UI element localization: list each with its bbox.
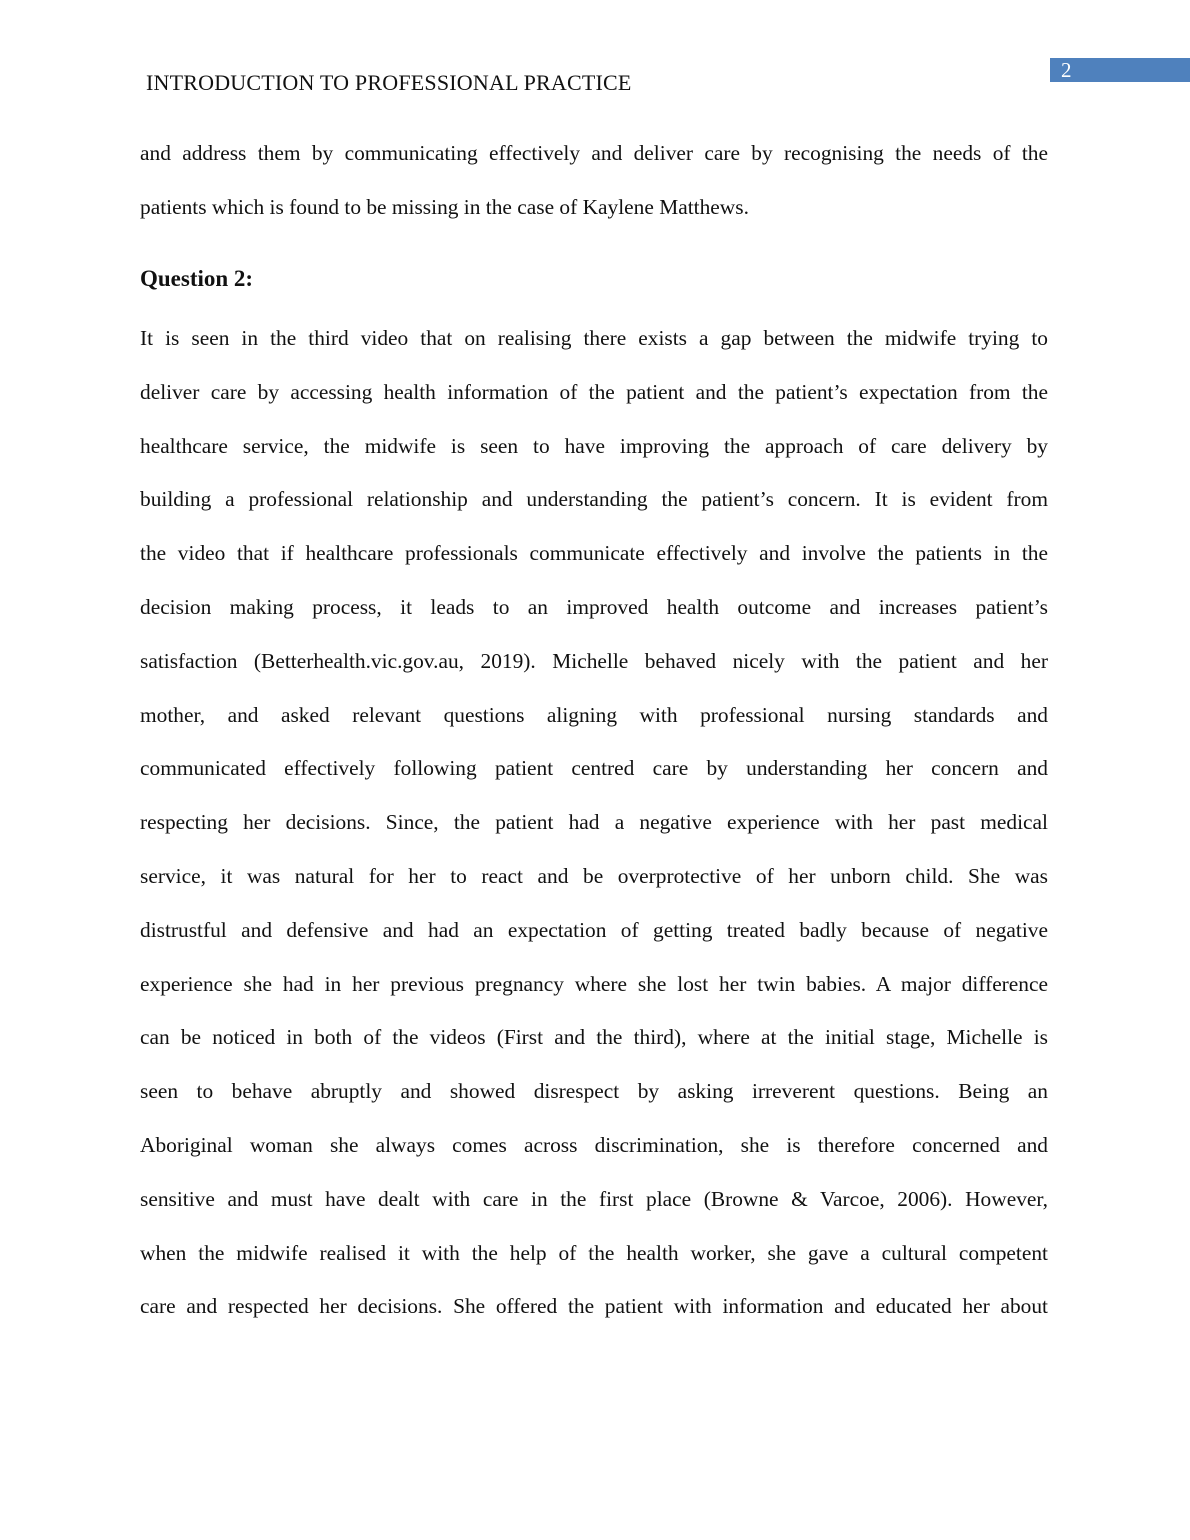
paragraph-intro [140,127,1048,235]
text-line: when the midwife realised it with the help of the health worker, she gave a cultural competent [140,1240,1048,1265]
text-line: patients which is found to be missing in the case of Kaylene Matthews. [140,194,749,219]
text-line: can be noticed in both of the videos (First and the third), where at the initial stage, Michelle is [140,1025,1048,1050]
text-line: building a professional relationship and understanding the patient’s concern. It is evident from [140,487,1048,512]
text-line: service, it was natural for her to react and be overprotective of her unborn child. She was [140,863,1048,888]
text-line: communicated effectively following patient centred care by understanding her concern and [140,756,1048,781]
text-line: decision making process, it leads to an improved health outcome and increases patient’s [140,594,1048,619]
text-line: Aboriginal woman she always comes across discrimination, she is therefore concerned and [140,1132,1048,1157]
text-line: care and respected her decisions. She offered the patient with information and educated her about [140,1294,1048,1319]
text-line: sensitive and must have dealt with care in the first place (Browne & Varcoe, 2006). However, [140,1186,1048,1211]
paragraph-question-2 [140,312,1048,1334]
text-line: the video that if healthcare professionals communicate effectively and involve the patients in the [140,541,1048,566]
text-line: deliver care by accessing health information of the patient and the patient’s expectation from the [140,379,1048,404]
text-line: and address them by communicating effectively and deliver care by recognising the needs of the [140,141,1048,165]
text-line: distrustful and defensive and had an expectation of getting treated badly because of negative [140,917,1048,942]
text-line: respecting her decisions. Since, the patient had a negative experience with her past medical [140,810,1048,835]
text-line: healthcare service, the midwife is seen to have improving the approach of care delivery by [140,433,1048,458]
section-heading: Question 2: [140,266,254,291]
text-line: seen to behave abruptly and showed disrespect by asking irreverent questions. Being an [140,1079,1048,1104]
text-line: It is seen in the third video that on realising there exists a gap between the midwife trying to [140,326,1048,350]
text-line: satisfaction (Betterhealth.vic.gov.au, 2019). Michelle behaved nicely with the patient and her [140,648,1048,673]
running-head: INTRODUCTION TO PROFESSIONAL PRACTICE [146,70,632,95]
page-number: 2 [1061,58,1072,82]
text-line: mother, and asked relevant questions aligning with professional nursing standards and [140,702,1048,727]
text-line: experience she had in her previous pregnancy where she lost her twin babies. A major difference [140,971,1048,996]
